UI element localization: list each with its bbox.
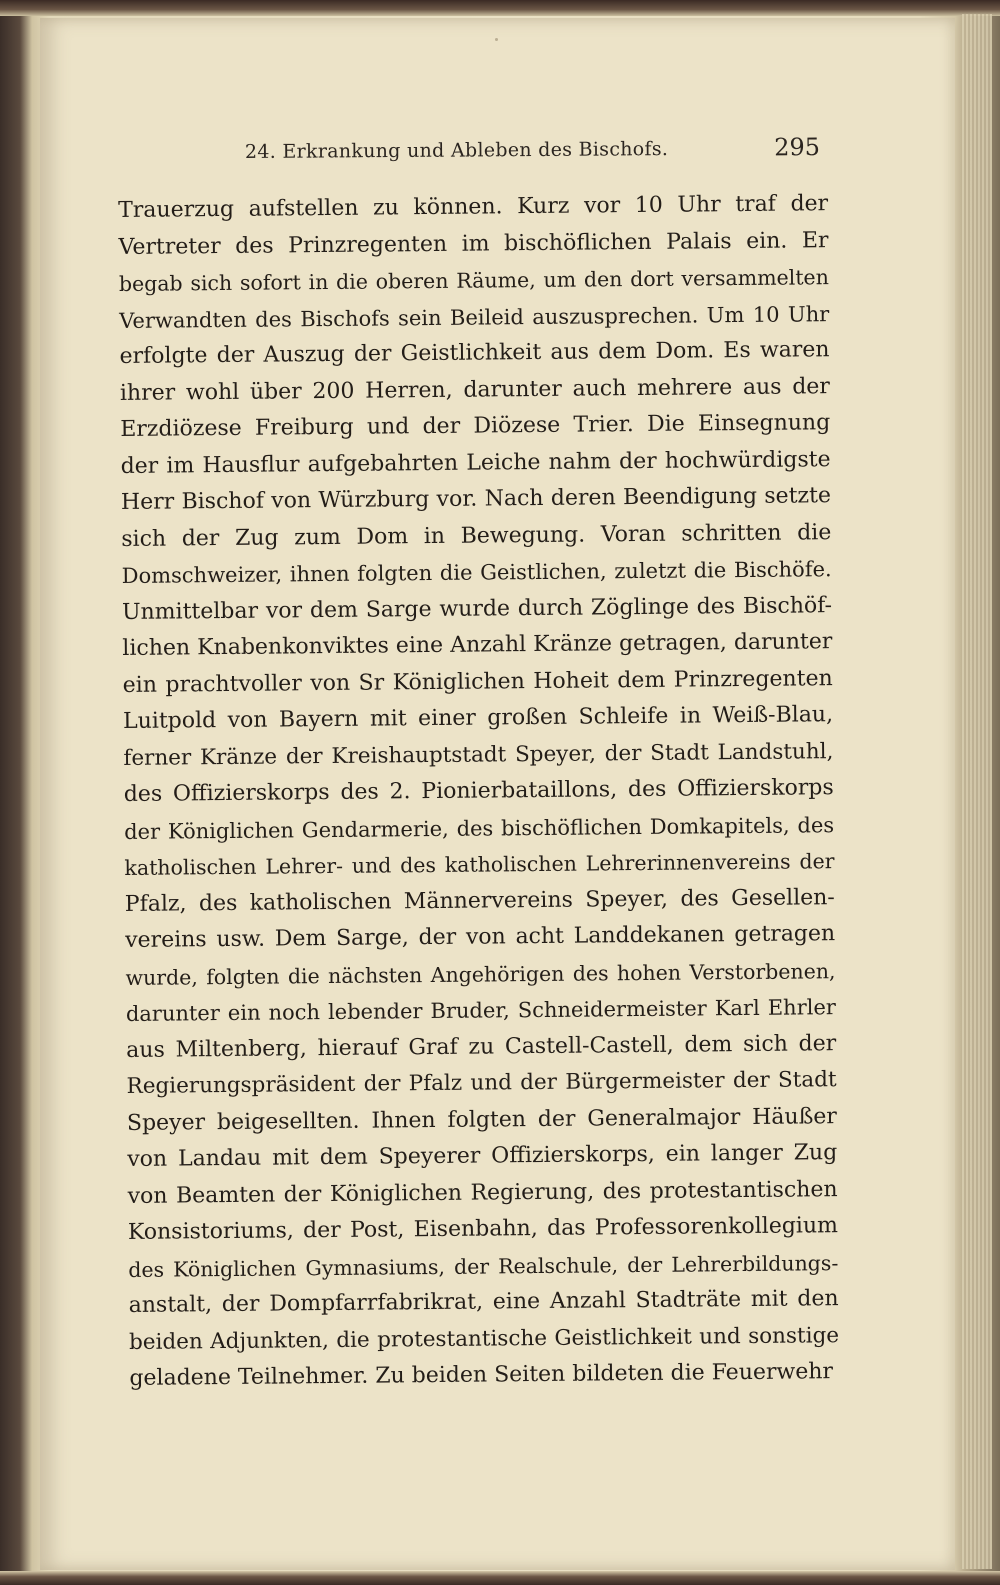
text-line: Herr Bischof von Würzburg vor. Nach deren Beendigung setzte [120,483,832,515]
text-line: aus Miltenberg, hierauf Graf zu Castell-Castell, dem sich der [126,1030,837,1063]
text-line: anstalt, der Dompfarrfabrikrat, eine Anzahl Stadträte mit den [128,1286,839,1318]
text-line: Domschweizer, ihnen folgten die Geistlichen, zuletzt die Bischöfe. [121,557,832,588]
text-line: erfolgte der Auszug der Geistlichkeit aus dem Dom. Es waren [119,337,830,369]
text-line: des Königlichen Gymnasiums, der Realschule, der Lehrerbildungs- [128,1250,839,1282]
text-line: darunter ein noch lebender Bruder, Schneidermeister Karl Ehrler [125,995,836,1026]
page-edges [962,14,992,1569]
text-line: begab sich sofort in die oberen Räume, um den dort versammelten [118,265,829,296]
paper-speck [495,38,498,41]
text-line: vereins usw. Dem Sarge, der von acht Landdekanen getragen [125,921,836,953]
text-line: beiden Adjunkten, die protestantische Geistlichkeit und sonstige [128,1322,840,1355]
book-bottom-edge [0,1571,1000,1585]
text-line: sich der Zug zum Dom in Bewegung. Voran schritten die [121,519,832,552]
text-line: der Königlichen Gendarmerie, des bischöflichen Domkapitels, des [124,812,835,844]
text-line: von Beamten der Königlichen Regierung, des protestantischen [127,1176,838,1209]
text-line: Luitpold von Bayern mit einer großen Schleife in Weiß-Blau, [122,702,834,734]
text-line: ferner Kränze der Kreishauptstadt Speyer, der Stadt Landstuhl, [123,738,834,771]
text-line: ihrer wohl über 200 Herren, darunter auch mehrere aus der [119,373,831,406]
text-line: Vertreter des Prinzregenten im bischöflichen Palais ein. Er [118,227,829,260]
text-line: Trauerzug aufstellen zu können. Kurz vor 10 Uhr traf der [118,191,829,223]
page-number: 295 [774,132,821,162]
text-line: der im Hausflur aufgebahrten Leiche nahm der hochwürdigste [120,446,831,479]
text-line: Speyer beigesellten. Ihnen folgten der Generalmajor Häußer [126,1103,838,1136]
text-line: von Landau mit dem Speyerer Offizierskorps, ein langer Zug [127,1140,838,1172]
text-line: Erzdiözese Freiburg und der Diözese Trier. Die Einsegnung [120,410,831,442]
running-header [245,133,820,171]
text-line: ein prachtvoller von Sr Königlichen Hoheit dem Prinzregenten [122,665,833,698]
text-line: katholischen Lehrer- und des katholischen Lehrerinnenvereins der [124,849,835,880]
text-line: lichen Knabenkonviktes eine Anzahl Kränze getragen, darunter [122,629,833,661]
text-line: des Offizierskorps des 2. Pionierbataillons, des Offizierskorps [123,775,834,807]
text-line: Unmittelbar vor dem Sarge wurde durch Zöglinge des Bischöf- [121,592,833,625]
body-text [118,186,840,1397]
text-line: wurde, folgten die nächsten Angehörigen des hohen Verstorbenen, [125,958,836,990]
text-line: Konsistoriums, der Post, Eisenbahn, das Professorenkollegium [127,1213,839,1245]
chapter-title: 24. Erkrankung und Ableben des Bischofs. [244,138,669,164]
book-top-edge [0,0,1000,16]
text-line: Pfalz, des katholischen Männervereins Speyer, des Gesellen- [124,884,835,917]
text-line: geladene Teilnehmer. Zu beiden Seiten bildeten die Feuerwehr [129,1359,834,1391]
text-line: Verwandten des Bischofs sein Beileid auszusprechen. Um 10 Uhr [119,301,830,333]
text-line: Regierungspräsident der Pfalz und der Bürgermeister der Stadt [126,1067,837,1099]
